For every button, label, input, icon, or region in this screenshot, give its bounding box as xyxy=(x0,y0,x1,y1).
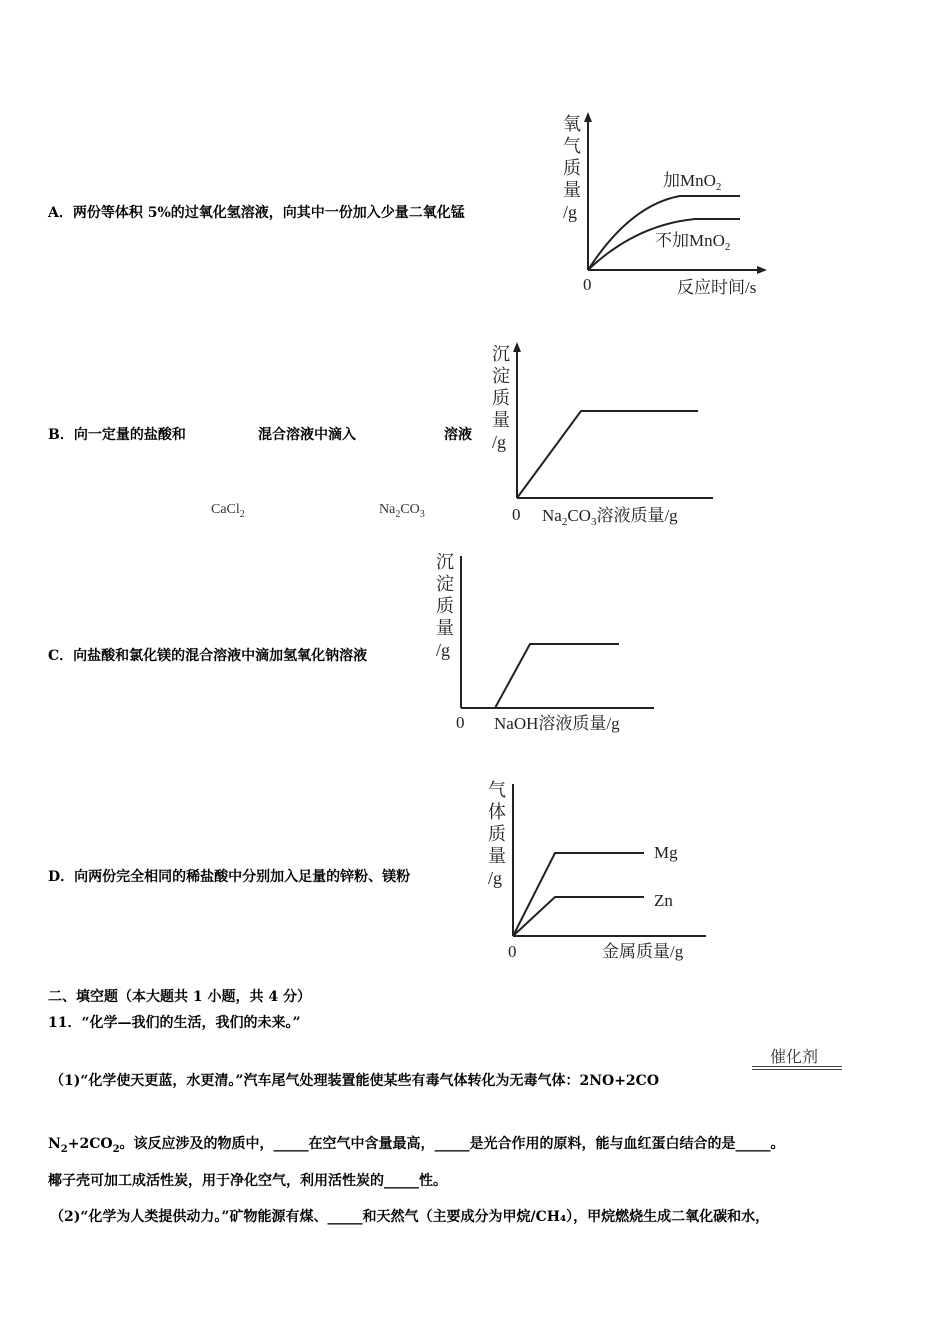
chart-b xyxy=(488,340,718,530)
option-a-text: A．两份等体积 5%的过氧化氢溶液，向其中一份加入少量二氧化锰 xyxy=(48,205,465,221)
chart-c-series xyxy=(461,644,619,708)
option-d-text: D．向两份完全相同的稀盐酸中分别加入足量的锌粉、镁粉 xyxy=(48,869,411,885)
section-heading: 二、填空题（本大题共 1 小题，共 4 分） xyxy=(48,989,311,1005)
chart-c-ylabel-5: /g xyxy=(436,640,451,660)
chart-a-ylabel-4: 量 xyxy=(563,180,581,200)
chart-c-origin: 0 xyxy=(456,713,465,732)
chart-c-ylabel-1: 沉 xyxy=(436,552,454,572)
chart-c-xlabel: NaOH溶液质量/g xyxy=(494,714,620,733)
chart-d-ylabel-1: 气 xyxy=(488,780,506,800)
chart-b-y-arrow xyxy=(513,342,521,352)
chart-c-ylabel-2: 淀 xyxy=(436,574,454,594)
option-b-text-1: B．向一定量的盐酸和 xyxy=(48,427,186,443)
chart-a-origin: 0 xyxy=(583,275,592,294)
option-c-text: C．向盐酸和氯化镁的混合溶液中滴加氢氧化钠溶液 xyxy=(48,648,368,664)
chart-b-ylabel-3: 质 xyxy=(492,388,510,408)
chart-b-ylabel-2: 淀 xyxy=(492,366,510,386)
chart-a-ylabel-5: /g xyxy=(563,202,578,222)
chart-a-y-arrow xyxy=(584,112,592,122)
chart-d-series-2-label: Zn xyxy=(654,891,673,910)
chart-a-ylabel-3: 质 xyxy=(563,158,581,178)
paragraph-1-line-2: $N_2+2CO_2$。该反应涉及的物质中，_____在空气中含量最高，_____是光合作用的原料，能与血红蛋白结合的是_____。 xyxy=(48,1136,785,1155)
chart-d-series-zn xyxy=(513,897,644,936)
chart-b-origin: 0 xyxy=(512,505,521,524)
paragraph-1-line-3: 椰子壳可加工成活性炭，用于净化空气，利用活性炭的_____性。 xyxy=(48,1173,447,1189)
option-b-formula-cacl2: CaCl$_2$ xyxy=(211,502,245,520)
chart-d xyxy=(484,776,714,968)
chart-a-ylabel-2: 气 xyxy=(563,136,581,156)
option-b-text-3: 溶液 xyxy=(444,427,472,443)
chart-a-ylabel-1: 氧 xyxy=(563,114,581,134)
chart-b-ylabel-1: 沉 xyxy=(492,344,510,364)
chart-b-series xyxy=(517,411,698,498)
chart-d-ylabel-3: 质 xyxy=(488,824,506,844)
catalyst-label: 催化剂 xyxy=(770,1049,819,1066)
option-b-formula-na2co3: $Na_2CO_3$ xyxy=(379,502,425,520)
paragraph-2-line-1: （2)“化学为人类提供动力。”矿物能源有煤、_____和天然气（主要成分为甲烷/CH₄），甲烷燃烧生成二氧化碳和水， xyxy=(50,1209,770,1225)
chart-b-xlabel: $Na_2CO_3$溶液质量/g xyxy=(542,506,678,528)
chart-b-ylabel-5: /g xyxy=(492,432,507,452)
chart-a-series-1-label: 加MnO$_2$ xyxy=(663,171,722,193)
chart-c xyxy=(432,548,662,738)
chart-c-ylabel-4: 量 xyxy=(436,618,454,638)
chart-a xyxy=(555,110,795,305)
chart-d-ylabel-4: 量 xyxy=(488,846,506,866)
chart-a-xlabel: 反应时间/s xyxy=(677,278,757,297)
reaction-arrow-bottom xyxy=(752,1069,842,1070)
chart-d-xlabel: 金属质量/g xyxy=(602,942,684,961)
chart-c-ylabel-3: 质 xyxy=(436,596,454,616)
chart-b-ylabel-4: 量 xyxy=(492,410,510,430)
chart-a-series-2-label: 不加MnO$_2$ xyxy=(655,231,731,253)
chart-d-series-mg xyxy=(513,853,644,936)
option-b-text-2: 混合溶液中滴入 xyxy=(258,427,356,443)
reaction-arrow-top xyxy=(752,1066,842,1067)
question-11-title: 11．“化学—我们的生活，我们的未来。” xyxy=(48,1015,301,1031)
chart-d-ylabel-2: 体 xyxy=(488,802,506,822)
chart-d-series-1-label: Mg xyxy=(654,843,678,862)
chart-d-ylabel-5: /g xyxy=(488,868,503,888)
paragraph-1-line-1: （1)“化学使天更蓝，水更清。”汽车尾气处理装置能使某些有毒气体转化为无毒气体：2NO+2CO xyxy=(50,1073,660,1089)
chart-d-origin: 0 xyxy=(508,942,517,961)
chart-a-x-arrow xyxy=(757,266,767,274)
